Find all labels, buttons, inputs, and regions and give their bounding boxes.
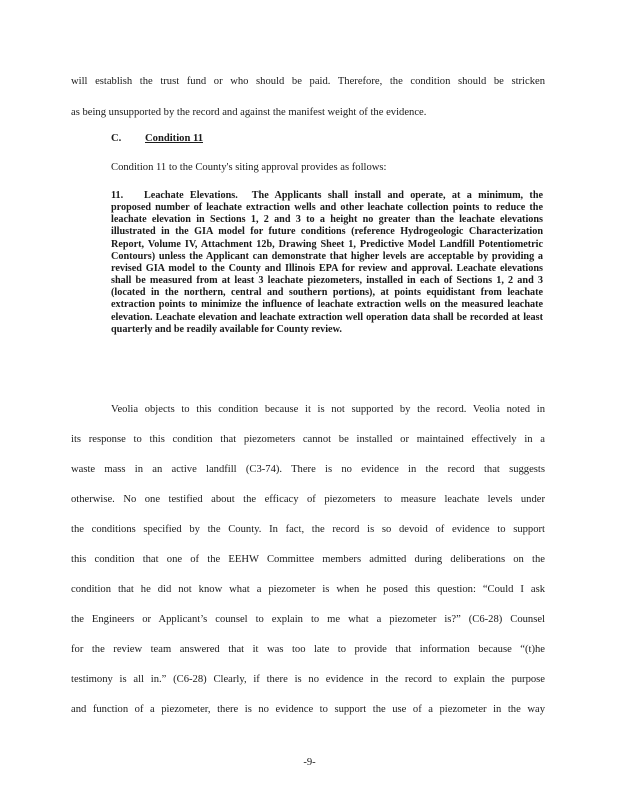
- body-line-4: otherwise. No one testified about the efficacy of piezometers to measure leachate levels under: [71, 494, 545, 505]
- section-title: Condition 11: [145, 133, 203, 144]
- section-heading: [111, 133, 203, 145]
- body-line-7: condition that he did not know what a piezometer is when he posed this question: “Could I ask: [71, 584, 545, 595]
- body-line-5: the conditions specified by the County. In fact, the record is so devoid of evidence to support: [71, 524, 545, 535]
- top-paragraph-line-2: as being unsupported by the record and against the manifest weight of the evidence.: [71, 107, 427, 118]
- body-line-8: the Engineers or Applicant’s counsel to explain to me what a piezometer is?” (C6-28) Counsel: [71, 614, 545, 625]
- condition-number: 11.: [111, 190, 124, 201]
- body-line-10: testimony is all in.” (C6-28) Clearly, if there is no evidence in the record to explain the purpose: [71, 674, 545, 685]
- condition-title: Leachate Elevations.: [144, 190, 238, 201]
- body-line-1: Veolia objects to this condition because it is not supported by the record. Veolia noted in: [111, 404, 545, 415]
- quoted-condition: [111, 190, 543, 336]
- body-line-3: waste mass in an active landfill (C3-74). There is no evidence in the record that suggests: [71, 464, 545, 475]
- body-line-2: its response to this condition that piezometers cannot be installed or maintained effectively in a: [71, 434, 545, 445]
- condition-text: The Applicants shall install and operate, at a minimum, the proposed number of leachate extraction wells and other leachate collection points to reduce the leachate elevation in Sections 1, 2 and 3 to a height no greater than the leachate elevations illustrated in the GIA model for future conditions (reference Hydrogeologic Characterization Report, Volume IV, Attachment 12b, Drawing Sheet 1, Predictive Model Landfill Potentiometric Contours) unless the Applicant can demonstrate that higher levels are acceptable by providing a revised GIA model to the County and Illinois EPA for review and approval. Leachate elevations shall be measured from at least 3 leachate piezometers, installed in each of Sections 1, 2 and 3 (located in the northern, central and southern portions), at points equidistant from leachate extraction points to minimize the influence of leachate extraction wells on the measured leachate elevation. Leachate elevation and leachate extraction well operation data shall be recorded at least quarterly and be readily available for County review.: [111, 190, 544, 335]
- page-number: -9-: [303, 757, 316, 768]
- body-line-9: for the review team answered that it was too late to provide that information because “(t)he: [71, 644, 545, 655]
- body-line-6: this condition that one of the EEHW Committee members admitted during deliberations on the: [71, 554, 545, 565]
- intro-sentence: Condition 11 to the County's siting approval provides as follows:: [111, 162, 387, 173]
- top-paragraph-line-1: will establish the trust fund or who should be paid. Therefore, the condition should be stricken: [71, 76, 545, 87]
- body-line-11: and function of a piezometer, there is no evidence to support the use of a piezometer in the way: [71, 704, 545, 715]
- section-letter: C.: [111, 133, 122, 144]
